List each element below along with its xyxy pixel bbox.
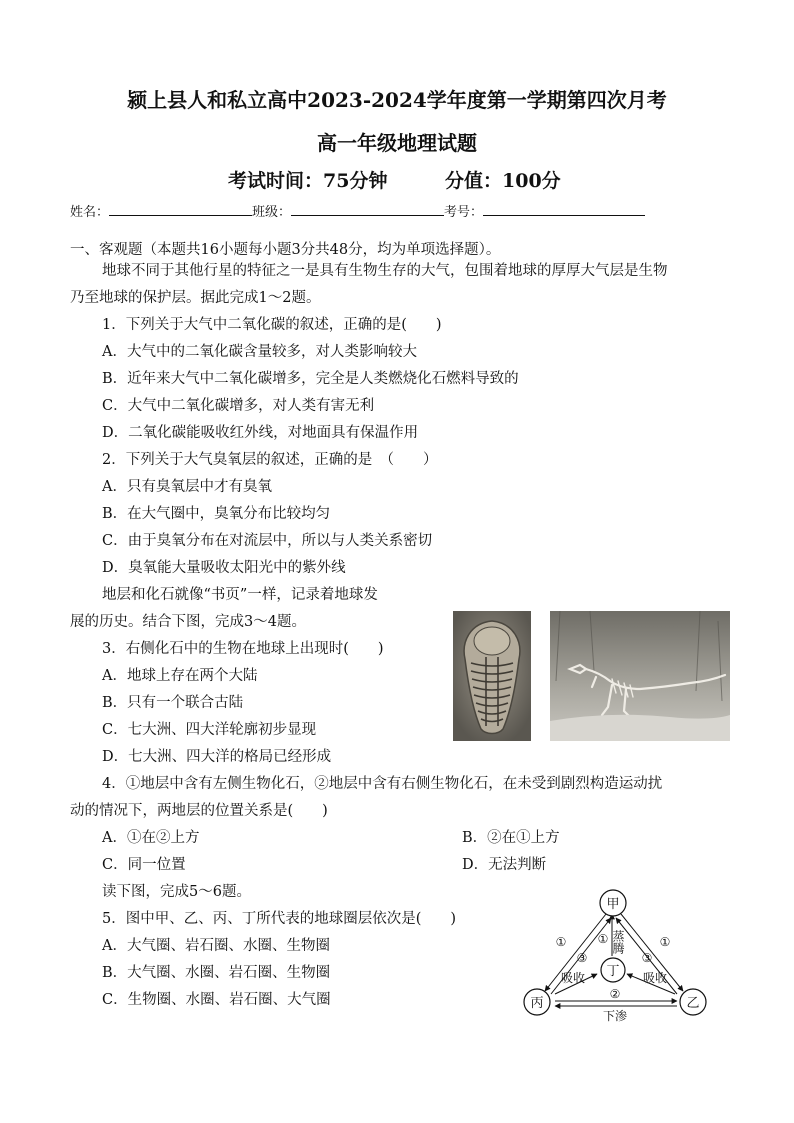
q3-stem: 3．右侧化石中的生物在地球上出现时( ) xyxy=(102,641,384,657)
label-absorb-left: 吸收 xyxy=(560,971,586,985)
exam-time: 考试时间：75分钟 xyxy=(228,170,388,192)
q1-option-b: B．近年来大气中二氧化碳增多，完全是人类燃烧化石燃料导致的 xyxy=(102,371,519,387)
exam-score: 分值：100分 xyxy=(445,170,561,192)
number-label: 考号： xyxy=(444,205,484,220)
q5-option-c: C．生物圈、水圈、岩石圈、大气圈 xyxy=(102,992,331,1008)
class-field[interactable] xyxy=(291,201,444,216)
label-circle3-left: ③ xyxy=(576,951,588,965)
exam-subtitle: 高一年级地理试题 xyxy=(317,131,477,155)
student-info-line xyxy=(70,201,645,220)
number-field[interactable] xyxy=(483,201,645,216)
dinosaur-fossil-image xyxy=(550,611,730,741)
label-seep: 下渗 xyxy=(602,1009,628,1022)
q3-option-d: D．七大洲、四大洋的格局已经形成 xyxy=(102,749,332,765)
node-ding-label: 丁 xyxy=(606,964,620,979)
intro1-line1: 地球不同于其他行星的特征之一是具有生物生存的大气，包围着地球的厚厚大气层是生物 xyxy=(102,263,668,279)
intro2-line2: 展的历史。结合下图，完成3～4题。 xyxy=(70,614,306,630)
intro3: 读下图，完成5～6题。 xyxy=(102,884,251,900)
q4-option-c: C．同一位置 xyxy=(102,857,186,873)
q3-option-a: A．地球上存在两个大陆 xyxy=(102,668,258,684)
exam-title: 颍上县人和私立高中2023-2024学年度第一学期第四次月考 xyxy=(127,88,667,112)
q3-option-b: B．只有一个联合古陆 xyxy=(102,695,244,711)
q4-stem-line1: 4．①地层中含有左侧生物化石，②地层中含有右侧生物化石，在未受到剧烈构造运动扰 xyxy=(102,776,663,792)
q1-stem: 1．下列关于大气中二氧化碳的叙述，正确的是( ) xyxy=(102,317,442,333)
q2-stem: 2．下列关于大气臭氧层的叙述，正确的是 （ ） xyxy=(102,452,438,468)
label-circle1-right: ① xyxy=(659,935,671,949)
q2-option-b: B．在大气圈中，臭氧分布比较均匀 xyxy=(102,506,331,522)
intro2-line1: 地层和化石就像“书页”一样，记录着地球发 xyxy=(102,587,378,603)
label-evaporation: 蒸腾 xyxy=(611,930,625,954)
q5-option-a: A．大气圈、岩石圈、水圈、生物圈 xyxy=(102,938,330,954)
q4-option-d: D．无法判断 xyxy=(462,857,547,873)
class-label: 班级： xyxy=(252,205,292,220)
node-jia-label: 甲 xyxy=(606,897,620,912)
q2-option-d: D．臭氧能大量吸收太阳光中的紫外线 xyxy=(102,560,346,576)
q1-option-a: A．大气中的二氧化碳含量较多，对人类影响较大 xyxy=(102,344,417,360)
q5-stem: 5．图中甲、乙、丙、丁所代表的地球圈层依次是( ) xyxy=(102,911,457,927)
name-field[interactable] xyxy=(109,201,252,216)
q1-option-d: D．二氧化碳能吸收红外线，对地面具有保温作用 xyxy=(102,425,419,441)
label-circle2: ② xyxy=(609,987,621,1001)
q2-option-a: A．只有臭氧层中才有臭氧 xyxy=(102,479,272,495)
node-bing-label: 丙 xyxy=(530,996,544,1011)
q5-option-b: B．大气圈、水圈、岩石圈、生物圈 xyxy=(102,965,331,981)
label-circle1-mid: ① xyxy=(597,932,609,946)
q4-option-a: A．①在②上方 xyxy=(102,830,200,846)
intro1-line2: 乃至地球的保护层。据此完成1～2题。 xyxy=(70,290,321,306)
trilobite-fossil-image xyxy=(453,611,531,741)
label-circle1-left: ① xyxy=(555,935,567,949)
label-absorb-right: 吸收 xyxy=(642,971,668,985)
q4-option-b: B．②在①上方 xyxy=(462,830,560,846)
q1-option-c: C．大气中二氧化碳增多，对人类有害无利 xyxy=(102,398,375,414)
name-label: 姓名： xyxy=(70,205,110,220)
q3-option-c: C．七大洲、四大洋轮廓初步显现 xyxy=(102,722,317,738)
node-yi-label: 乙 xyxy=(686,996,700,1011)
q4-stem-line2: 动的情况下，两地层的位置关系是( ) xyxy=(70,803,328,819)
section-heading: 一、客观题（本题共16小题每小题3分共48分，均为单项选择题）。 xyxy=(70,242,501,258)
label-circle3-right: ③ xyxy=(641,951,653,965)
q2-option-c: C．由于臭氧分布在对流层中，所以与人类关系密切 xyxy=(102,533,433,549)
sphere-cycle-diagram xyxy=(515,886,725,1022)
